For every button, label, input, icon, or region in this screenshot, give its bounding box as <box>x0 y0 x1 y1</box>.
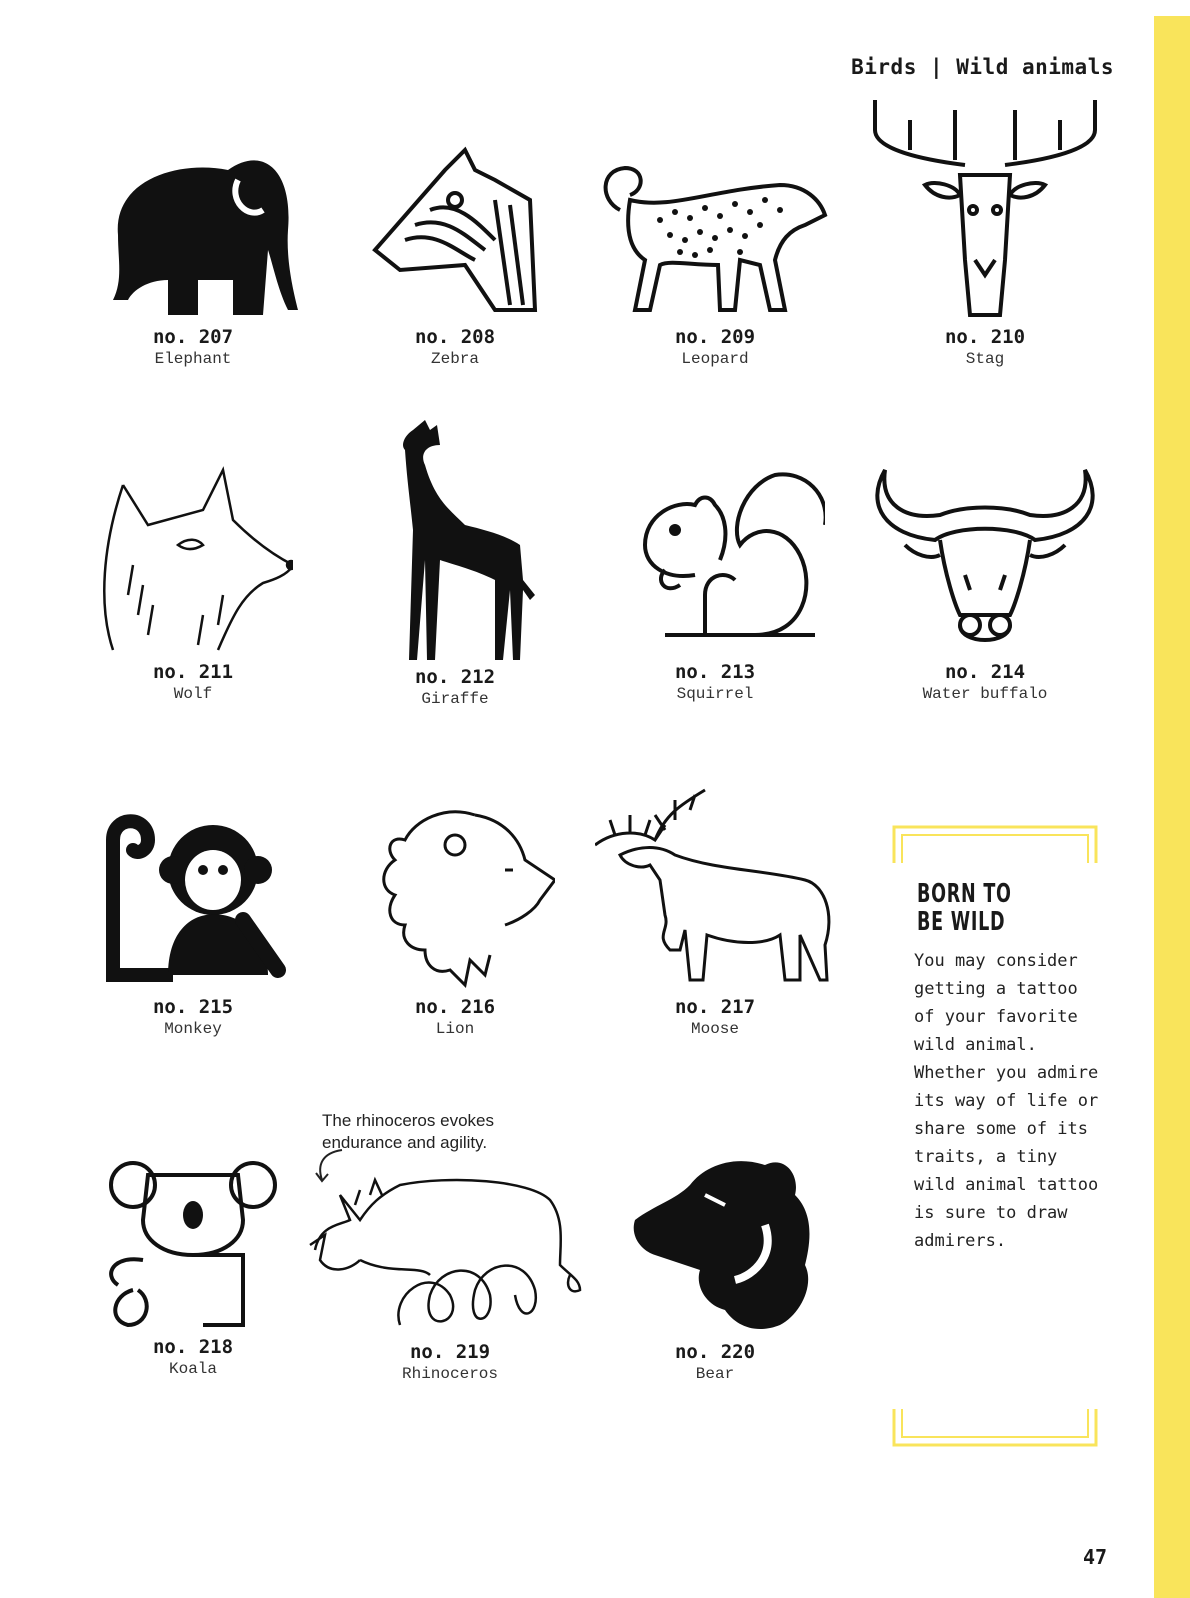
monkey-icon <box>93 800 293 990</box>
zebra-icon <box>355 140 555 320</box>
sidebar-bracket-top <box>892 825 1098 863</box>
sidebar-body: You may consider getting a tattoo of your favorite wild animal. Whether you admire its way of life or share some of its traits, a tiny wild animal tattoo is sure to draw admirers. <box>914 951 1099 1251</box>
tattoo-name: Stag <box>965 350 1005 368</box>
giraffe-icon <box>355 420 555 660</box>
tattoo-number: no. 210 <box>944 326 1026 348</box>
bear-icon <box>615 1155 815 1335</box>
tattoo-name: Zebra <box>430 350 479 368</box>
tattoo-card-stag <box>860 100 1110 368</box>
tattoo-card-elephant <box>68 140 318 368</box>
tattoo-number: no. 218 <box>152 1336 234 1358</box>
tattoo-name: Giraffe <box>421 690 489 708</box>
tattoo-name: Moose <box>690 1020 739 1038</box>
tattoo-card-lion <box>330 800 580 1038</box>
tattoo-number: no. 216 <box>414 996 496 1018</box>
tattoo-number: no. 214 <box>944 661 1026 683</box>
tattoo-name: Monkey <box>164 1020 222 1038</box>
tattoo-number: no. 209 <box>674 326 756 348</box>
rhino-caption: The rhinoceros evokes endurance and agility. <box>322 1111 494 1152</box>
leopard-icon <box>590 140 840 320</box>
tattoo-number: no. 220 <box>674 1341 756 1363</box>
tattoo-name: Leopard <box>681 350 749 368</box>
tattoo-number: no. 219 <box>409 1341 491 1363</box>
tattoo-number: no. 211 <box>152 661 234 683</box>
water-buffalo-icon <box>865 465 1105 655</box>
sidebar-bracket-bottom <box>892 1409 1098 1447</box>
tattoo-name: Rhinoceros <box>401 1365 498 1383</box>
tattoo-card-water-buffalo <box>860 465 1110 703</box>
sidebar-title: BORN TO BE WILD <box>917 879 1012 937</box>
tattoo-card-zebra <box>330 140 580 368</box>
elephant-icon <box>88 140 298 320</box>
wolf-icon <box>93 465 293 655</box>
tattoo-card-leopard <box>590 140 840 368</box>
tattoo-card-giraffe <box>330 420 580 708</box>
yellow-margin-bar <box>1154 16 1190 1598</box>
tattoo-number: no. 207 <box>152 326 234 348</box>
lion-icon <box>355 800 555 990</box>
tattoo-card-bear <box>590 1155 840 1383</box>
tattoo-name: Elephant <box>154 350 232 368</box>
squirrel-icon <box>605 465 825 655</box>
page-number: 47 <box>1083 1545 1108 1569</box>
tattoo-name: Wolf <box>173 685 213 703</box>
moose-icon <box>595 785 835 990</box>
tattoo-card-moose <box>590 785 840 1038</box>
tattoo-card-monkey <box>68 800 318 1038</box>
tattoo-number: no. 213 <box>674 661 756 683</box>
tattoo-number: no. 215 <box>152 996 234 1018</box>
tattoo-name: Bear <box>695 1365 735 1383</box>
tattoo-number: no. 212 <box>414 666 496 688</box>
tattoo-card-koala <box>68 1160 318 1378</box>
tattoo-number: no. 217 <box>674 996 756 1018</box>
tattoo-number: no. 208 <box>414 326 496 348</box>
tattoo-card-wolf <box>68 465 318 703</box>
born-to-be-wild-sidebar <box>892 825 1098 1447</box>
rhinoceros-icon <box>300 1165 600 1335</box>
tattoo-card-squirrel <box>590 465 840 703</box>
tattoo-name: Koala <box>168 1360 217 1378</box>
tattoo-name: Lion <box>435 1020 475 1038</box>
koala-icon <box>93 1160 293 1330</box>
tattoo-name: Water buffalo <box>922 685 1048 703</box>
section-header: Birds | Wild animals <box>851 55 1114 79</box>
tattoo-name: Squirrel <box>676 685 754 703</box>
tattoo-card-rhinoceros <box>300 1165 600 1383</box>
stag-icon <box>865 100 1105 320</box>
